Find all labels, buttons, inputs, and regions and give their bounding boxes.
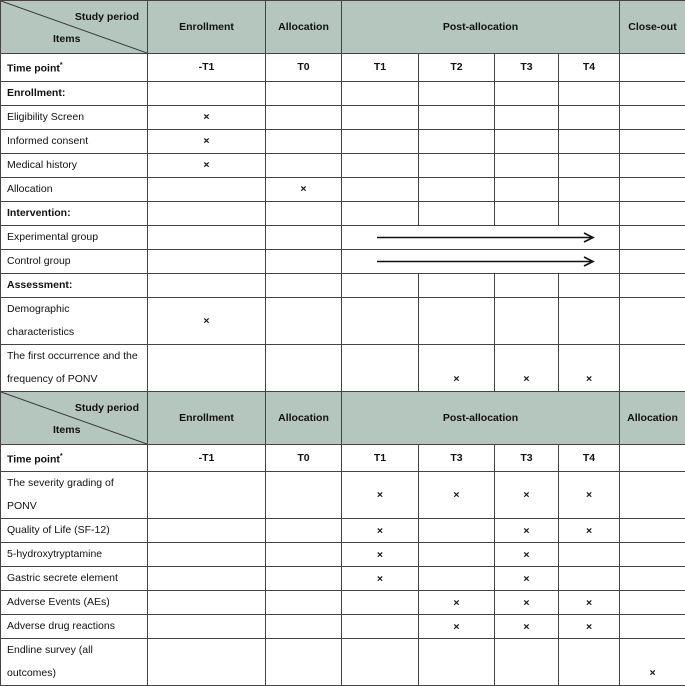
empty-cell [148,639,266,686]
schedule-mark: × [559,344,620,391]
empty-cell [495,297,559,344]
empty-cell [559,177,620,201]
schedule-mark: × [419,344,495,391]
empty-cell [620,297,685,344]
empty-cell [342,297,419,344]
table-row [1,639,685,686]
empty-cell [148,472,266,519]
time-point-cell: T3 [495,444,559,472]
close-out-header: Close-out [620,1,685,54]
schedule-mark: × [495,519,559,543]
diagonal-header-cell [1,1,148,54]
empty-cell [419,129,495,153]
row-label: The severity grading of PONV [1,472,148,519]
empty-cell [148,615,266,639]
right-arrow-icon [342,250,620,273]
schedule-mark: × [419,591,495,615]
section-label: Intervention: [1,201,148,225]
empty-cell [419,297,495,344]
empty-cell [620,615,685,639]
time-point-cell: T3 [419,444,495,472]
schedule-mark: × [559,615,620,639]
schedule-mark: × [419,615,495,639]
row-label: Adverse Events (AEs) [1,591,148,615]
empty-cell [559,153,620,177]
empty-cell [620,105,685,129]
empty-cell [559,543,620,567]
schedule-mark: × [495,591,559,615]
empty-cell [342,615,419,639]
empty-cell [342,639,419,686]
schedule-mark: × [342,472,419,519]
section-label: Enrollment: [1,81,148,105]
empty-cell [419,201,495,225]
empty-cell [266,249,342,273]
table-header-row [1,391,685,444]
table-row [1,615,685,639]
enrollment-header: Enrollment [148,1,266,54]
schedule-mark: × [148,105,266,129]
empty-cell [266,105,342,129]
enrollment-header: Enrollment [148,391,266,444]
empty-cell [342,201,419,225]
schedule-mark: × [495,615,559,639]
empty-cell [266,225,342,249]
empty-cell [419,543,495,567]
empty-cell [559,201,620,225]
row-label: Experimental group [1,225,148,249]
time-point-cell: -T1 [148,54,266,82]
empty-cell [266,543,342,567]
schedule-mark: × [495,344,559,391]
schedule-mark: × [495,472,559,519]
empty-cell [342,81,419,105]
empty-cell [266,615,342,639]
empty-cell [148,591,266,615]
empty-cell [342,273,419,297]
row-label: Quality of Life (SF-12) [1,519,148,543]
time-point-cell: T1 [342,444,419,472]
empty-cell [620,153,685,177]
empty-cell [620,225,685,249]
empty-cell [559,129,620,153]
section-row-enrollment [1,81,685,105]
close-out-header: Allocation [620,391,685,444]
empty-cell [419,273,495,297]
section-row-intervention [1,201,685,225]
empty-cell [419,519,495,543]
schedule-mark: × [148,153,266,177]
empty-cell [620,273,685,297]
items-label: Items [53,33,80,45]
time-point-cell: T2 [419,54,495,82]
empty-cell [620,201,685,225]
schedule-mark: × [620,639,685,686]
empty-cell [620,177,685,201]
empty-cell [342,344,419,391]
allocation-header: Allocation [266,391,342,444]
empty-cell [148,344,266,391]
time-point-cell: T1 [342,54,419,82]
empty-cell [559,639,620,686]
study-period-label: Study period [75,11,139,23]
table-row [1,129,685,153]
empty-cell [148,519,266,543]
empty-cell [559,273,620,297]
time-point-label: Time point* [1,444,148,472]
row-label: Eligibility Screen [1,105,148,129]
empty-cell [342,177,419,201]
schedule-mark: × [559,472,620,519]
empty-cell [419,153,495,177]
empty-cell [620,591,685,615]
section-label: Assessment: [1,273,148,297]
time-point-cell: T4 [559,444,620,472]
row-label: Gastric secrete element [1,567,148,591]
empty-cell [148,225,266,249]
empty-cell [342,591,419,615]
section-row-assessment [1,273,685,297]
empty-cell [620,519,685,543]
table-row [1,591,685,615]
schedule-mark: × [495,543,559,567]
empty-cell [148,273,266,297]
time-point-label: Time point* [1,54,148,82]
empty-cell [495,153,559,177]
row-label: Demographic characteristics [1,297,148,344]
table-row [1,249,685,273]
table-row [1,177,685,201]
schedule-mark: × [495,567,559,591]
empty-cell [620,543,685,567]
empty-cell [266,591,342,615]
empty-cell [266,201,342,225]
row-label: Adverse drug reactions [1,615,148,639]
empty-cell [419,81,495,105]
empty-cell [495,639,559,686]
right-arrow-icon [342,226,620,249]
empty-cell [419,105,495,129]
table-header-row [1,1,685,54]
empty-cell [148,201,266,225]
empty-cell [148,543,266,567]
empty-cell [620,249,685,273]
row-label: Endline survey (all outcomes) [1,639,148,686]
post-allocation-header: Post-allocation [342,1,620,54]
time-point-cell: -T1 [148,444,266,472]
schedule-mark: × [419,472,495,519]
time-point-cell: T3 [495,54,559,82]
empty-cell [342,105,419,129]
time-point-row [1,54,685,82]
empty-cell [495,177,559,201]
empty-cell [559,105,620,129]
empty-cell [620,129,685,153]
empty-cell [620,344,685,391]
empty-cell [495,81,559,105]
empty-cell [495,129,559,153]
time-point-cell: T4 [559,54,620,82]
empty-cell [620,472,685,519]
empty-cell [266,519,342,543]
empty-cell [148,249,266,273]
table-row [1,519,685,543]
empty-cell [148,567,266,591]
row-label: Medical history [1,153,148,177]
table-row [1,344,685,391]
schedule-mark: × [148,297,266,344]
duration-arrow-cell [342,225,620,249]
empty-cell [266,81,342,105]
row-label: 5-hydroxytryptamine [1,543,148,567]
schedule-mark: × [559,591,620,615]
empty-cell [148,81,266,105]
diagonal-line-icon [1,392,147,444]
empty-cell [266,344,342,391]
empty-cell [266,639,342,686]
empty-cell [559,567,620,591]
diagonal-header-cell [1,391,148,444]
empty-cell [620,567,685,591]
schedule-mark: × [559,519,620,543]
empty-cell [342,129,419,153]
schedule-mark: × [342,543,419,567]
time-point-cell: T0 [266,444,342,472]
row-label: Allocation [1,177,148,201]
table-row [1,472,685,519]
schedule-mark: × [342,519,419,543]
table-row [1,543,685,567]
empty-cell [559,81,620,105]
empty-cell [148,177,266,201]
empty-cell [495,273,559,297]
empty-cell [495,201,559,225]
row-label: The first occurrence and the frequency of PONV [1,344,148,391]
schedule-mark: × [342,567,419,591]
empty-cell [419,639,495,686]
table-row [1,105,685,129]
study-period-label: Study period [75,402,139,414]
post-allocation-header: Post-allocation [342,391,620,444]
schedule-mark: × [266,177,342,201]
time-point-cell [620,444,685,472]
time-point-cell [620,54,685,82]
empty-cell [620,81,685,105]
duration-arrow-cell [342,249,620,273]
empty-cell [559,297,620,344]
table-row [1,225,685,249]
empty-cell [419,177,495,201]
empty-cell [266,153,342,177]
empty-cell [342,153,419,177]
row-label: Informed consent [1,129,148,153]
row-label: Control group [1,249,148,273]
empty-cell [419,567,495,591]
empty-cell [266,273,342,297]
table-row [1,153,685,177]
empty-cell [266,567,342,591]
schedule-mark: × [148,129,266,153]
allocation-header: Allocation [266,1,342,54]
time-point-cell: T0 [266,54,342,82]
items-label: Items [53,424,80,436]
empty-cell [266,472,342,519]
table-row [1,297,685,344]
table-row [1,567,685,591]
empty-cell [495,105,559,129]
empty-cell [266,129,342,153]
time-point-row [1,444,685,472]
diagonal-line-icon [1,1,147,53]
empty-cell [266,297,342,344]
